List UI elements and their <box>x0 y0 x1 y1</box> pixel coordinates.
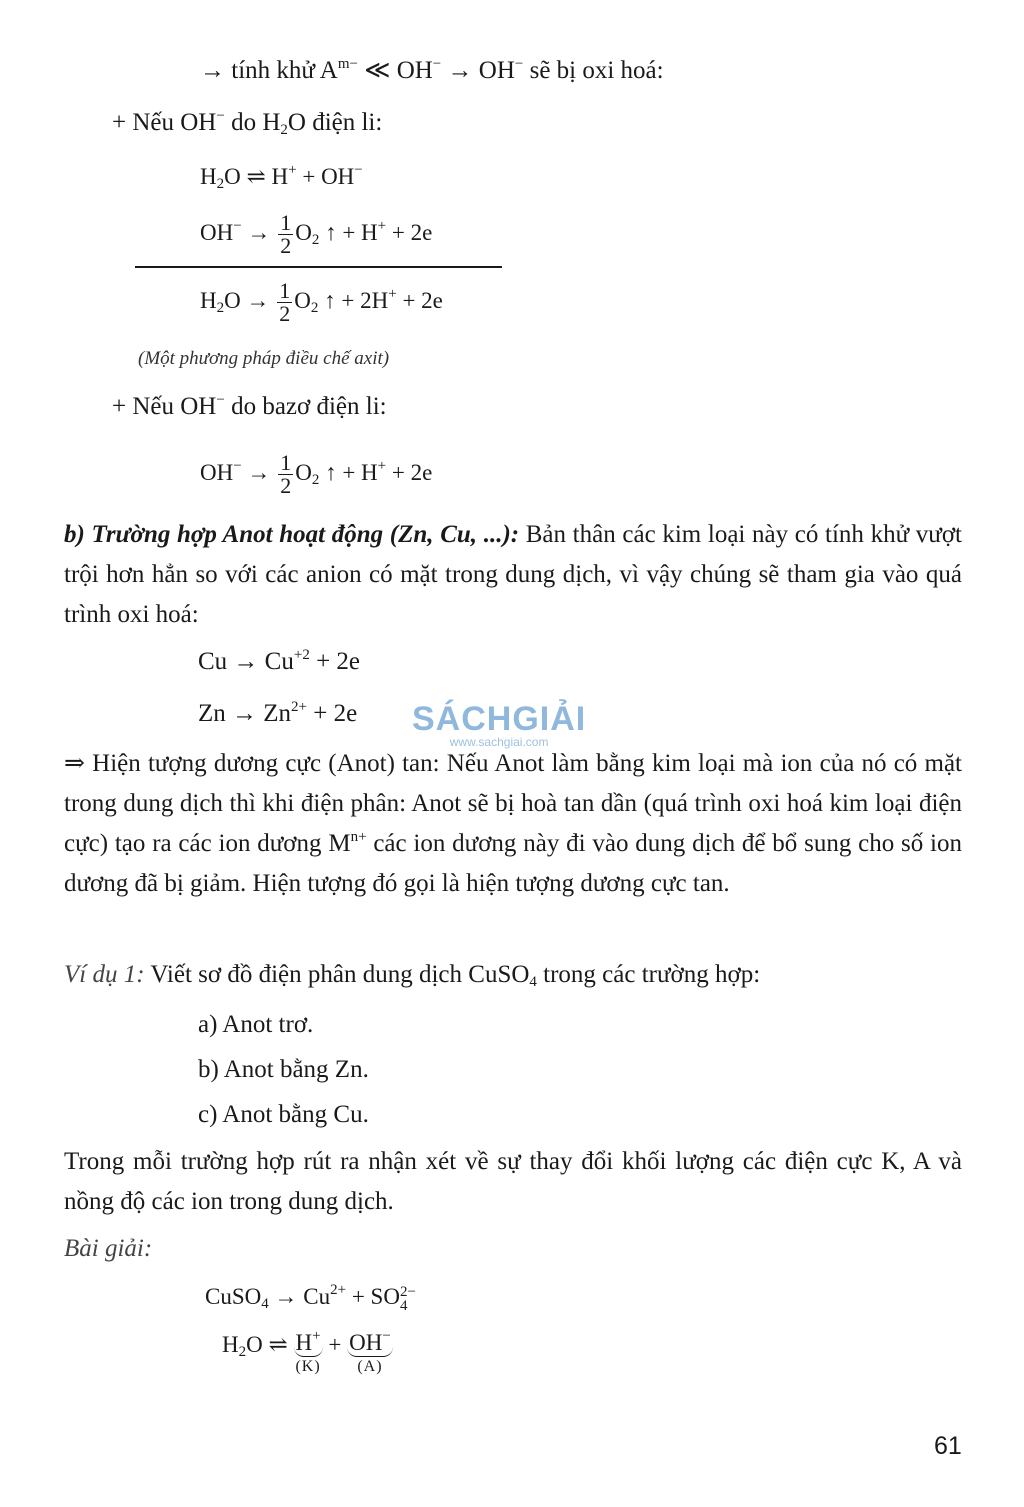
case-base-heading: + Nếu OH− do bazơ điện li: <box>112 392 387 420</box>
option-c: c) Anot bằng Cu. <box>198 1101 369 1128</box>
equation-h2o-electrolysis: $H_2O$ ⇌ H+ (K) + OH− (A) <box>222 1328 391 1375</box>
solution-label: Bài giải: <box>64 1235 153 1262</box>
equation-oh-oxidation: OH− → $\frac{1}{2}$ $O_2$ ↑ + H+ + 2e <box>200 210 433 258</box>
option-a: a) Anot trơ. <box>198 1011 314 1038</box>
fraction-half: $\frac{1}{2}$ <box>280 210 292 258</box>
anode-ion-oh: OH− (A) <box>349 1328 391 1375</box>
fraction-half: $\frac{1}{2}$ <box>279 278 291 326</box>
case-water-heading: + Nếu OH− do $H_2O$ điện li: <box>112 108 383 138</box>
fraction-half: $\frac{1}{2}$ <box>280 450 292 498</box>
oxidation-comparison-line: → tính khử $A^{m-}$ ≪ OH− → OH− sẽ bị oxi hoá: <box>200 56 664 84</box>
equation-base-oh-oxidation: OH− → $\frac{1}{2}$ $O_2$ ↑ + H+ + 2e <box>200 450 433 498</box>
page-number: 61 <box>934 1432 962 1460</box>
equation-zn-oxidation: $Zn \to Zn^{2+} + 2e$ <box>198 699 358 727</box>
anode-dissolution-paragraph: ⇒ Hiện tượng dương cực (Anot) tan: Nếu Anot làm bằng kim loại mà ion của nó có mặt trong dung dịch thì khi điện phân: Anot sẽ bị hoà tan dần (quá trình oxi hoá kim loại điện cực) tạo ra các ion dương $M^{n+}$ các ion dương này đi vào dung dịch để bổ sung cho số ion dương đã bị giảm. Hiện tượng đó gọi là hiện tượng dương cực tan. <box>64 750 963 897</box>
section-b-heading: b) Trường hợp Anot hoạt động (Zn, Cu, ...): <box>64 521 520 548</box>
option-b: b) Anot bằng Zn. <box>198 1056 369 1083</box>
remark-paragraph: Trong mỗi trường hợp rút ra nhận xét về sự thay đổi khối lượng các điện cực K, A và nồng độ các ion trong dung dịch. <box>64 1148 962 1215</box>
equation-cuso4-dissociation: CuSO$_4$ → $Cu^{2+}$ + SO 2− 4 <box>205 1282 416 1314</box>
equation-water-overall: $H_2O$ → $\frac{1}{2}$ $O_2$ ↑ + 2H+ + 2e <box>200 278 443 326</box>
example-1-line: Ví dụ 1: Viết sơ đồ điện phân dung dịch CuSO$_4$ trong các trường hợp: <box>64 961 761 990</box>
equation-water-dissociation: $H_2O$ ⇌ H+ + OH− <box>200 162 363 192</box>
equation-cu-oxidation: $Cu \to Cu^{+2} + 2e$ <box>198 647 361 675</box>
cathode-ion-h: H+ (K) <box>295 1328 321 1375</box>
acid-method-note: (Một phương pháp điều chế axit) <box>138 348 390 369</box>
section-b-paragraph: b) Trường hợp Anot hoạt động (Zn, Cu, ...): Bản thân các kim loại này có tính khử vượt trội hơn hẳn so với các anion có mặt trong dung dịch, vì vậy chúng sẽ tham gia vào quá trình oxi hoá: <box>64 521 962 628</box>
sum-rule <box>135 266 502 268</box>
watermark: SÁCHGIẢI www.sachgiai.com <box>412 700 587 749</box>
